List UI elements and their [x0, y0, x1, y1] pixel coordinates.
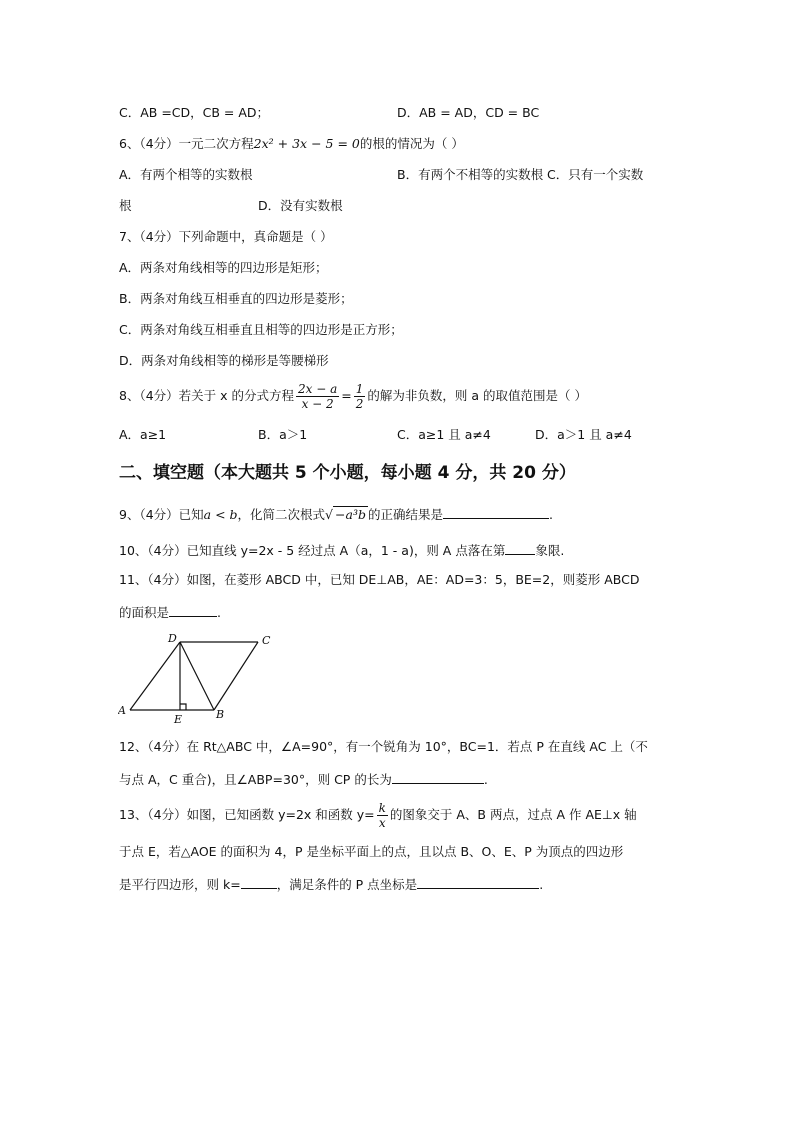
q7-option-d: D．两条对角线相等的梯形是等腰梯形 [119, 353, 329, 368]
q8-option-a: A．a≥1 [119, 427, 167, 442]
q13-line3 [119, 874, 543, 894]
q8-option-d: D．a＞1 且 a≠4 [535, 427, 632, 442]
q10-stem [119, 540, 564, 560]
q6-option-a: A．有两个相等的实数根 [119, 167, 253, 182]
section-2-title: 二、填空题（本大题共 5 个小题，每小题 4 分，共 20 分） [119, 463, 576, 483]
q8-frac1-numerator: 2x − a [298, 382, 338, 396]
q13-line1-suffix: 的图象交于 A、B 两点，过点 A 作 AE⊥x 轴 [389, 807, 637, 822]
q13-frac-numerator: k [378, 801, 386, 815]
q7-option-c: C．两条对角线互相垂直且相等的四边形是正方形； [119, 322, 403, 337]
q8-frac2-denominator: 2 [355, 397, 364, 411]
q13-line3-mid: ，满足条件的 P 点坐标是 [276, 877, 418, 892]
label-c: C [262, 634, 271, 647]
label-e: E [174, 713, 183, 726]
q7-stem: 7、（4分）下列命题中，真命题是（ ） [119, 229, 333, 244]
q13-p-blank[interactable] [417, 874, 539, 889]
label-b: B [216, 708, 225, 721]
q9-prefix: 9、（4分）已知 [119, 507, 204, 522]
side-ad [130, 642, 180, 710]
label-d: D [168, 632, 177, 645]
q12-line2-prefix: 与点 A，C 重合)，且∠ABP=30°，则 CP 的长为 [119, 772, 392, 787]
q8-option-c: C．a≥1 且 a≠4 [397, 427, 491, 442]
q6-stem [119, 135, 464, 153]
q13-line3-prefix: 是平行四边形，则 k= [119, 877, 241, 892]
q5-option-c: C．AB =CD，CB = AD； [119, 105, 270, 120]
q9-answer-blank[interactable] [443, 504, 549, 519]
q8-equals: = [341, 388, 352, 403]
q6-option-d: D．没有实数根 [258, 198, 343, 213]
side-cb [214, 642, 258, 710]
q10-text: 10、（4分）已知直线 y=2x - 5 经过点 A（a，1 - a)，则 A 点落在第 [119, 543, 506, 558]
q9-condition: a < b [203, 507, 238, 522]
q6-equation: 2x² + 3x − 5 = 0 [253, 136, 360, 151]
q8-fraction-left [296, 382, 339, 411]
q13-fraction [377, 801, 388, 830]
q13-end: . [539, 877, 544, 892]
q12-end: . [483, 772, 488, 787]
q12-line1: 12、（4分）在 Rt△ABC 中，∠A=90°，有一个锐角为 10°，BC=1．若点 P 在直线 AC 上（不 [119, 739, 648, 754]
q8-frac1-denominator: x − 2 [296, 396, 339, 411]
q8-option-b: B．a＞1 [258, 427, 308, 442]
q9-radicand: −a³b [335, 507, 366, 522]
q13-k-blank[interactable] [241, 874, 277, 889]
q7-option-b: B．两条对角线互相垂直的四边形是菱形； [119, 291, 353, 306]
q13-line1 [119, 795, 637, 835]
q8-frac2-numerator: 1 [355, 382, 364, 396]
q6-stem-prefix: 6、（4分）一元二次方程 [119, 136, 254, 151]
q7-option-a: A．两条对角线相等的四边形是矩形； [119, 260, 328, 275]
q13-frac-denominator: x [377, 815, 388, 830]
q6-option-c-continued: 根 [119, 198, 132, 213]
q12-line2 [119, 769, 488, 789]
q8-stem-suffix: 的解为非负数，则 a 的取值范围是（ ） [367, 388, 587, 403]
q9-stem [119, 504, 553, 524]
q11-line2 [119, 602, 221, 622]
q12-answer-blank[interactable] [392, 769, 484, 784]
q11-line1: 11、（4分）如图，在菱形 ABCD 中，已知 DE⊥AB，AE：AD=3：5，BE=2，则菱形 ABCD [119, 572, 640, 587]
q10-end: 象限. [535, 543, 565, 558]
q8-stem [119, 376, 587, 416]
q9-suffix: 的正确结果是 [367, 507, 443, 522]
q11-answer-blank[interactable] [169, 602, 217, 617]
q11-end: . [217, 605, 221, 620]
q9-sqrt: √ −a³b [325, 507, 366, 522]
q9-mid: ，化简二次根式 [237, 507, 326, 522]
right-angle-mark [180, 704, 186, 710]
q6-stem-suffix: 的根的情况为（ ） [359, 136, 464, 151]
q8-stem-prefix: 8、（4分）若关于 x 的分式方程 [119, 388, 295, 403]
q13-line2: 于点 E，若△AOE 的面积为 4，P 是坐标平面上的点，且以点 B、O、E、P 为顶点的四边形 [119, 844, 624, 859]
q10-answer-blank[interactable] [505, 540, 535, 555]
q8-fraction-right [354, 382, 366, 411]
q5-option-d: D．AB = AD，CD = BC [397, 105, 540, 120]
diagonal-db [180, 642, 214, 710]
q9-end: . [548, 507, 553, 522]
q13-line1-prefix: 13、（4分）如图，已知函数 y=2x 和函数 y= [119, 807, 375, 822]
q6-option-b-c: B．有两个不相等的实数根 C．只有一个实数 [397, 167, 644, 182]
label-a: A [118, 704, 126, 717]
rhombus-figure [118, 630, 278, 726]
q11-line2-prefix: 的面积是 [119, 605, 170, 620]
